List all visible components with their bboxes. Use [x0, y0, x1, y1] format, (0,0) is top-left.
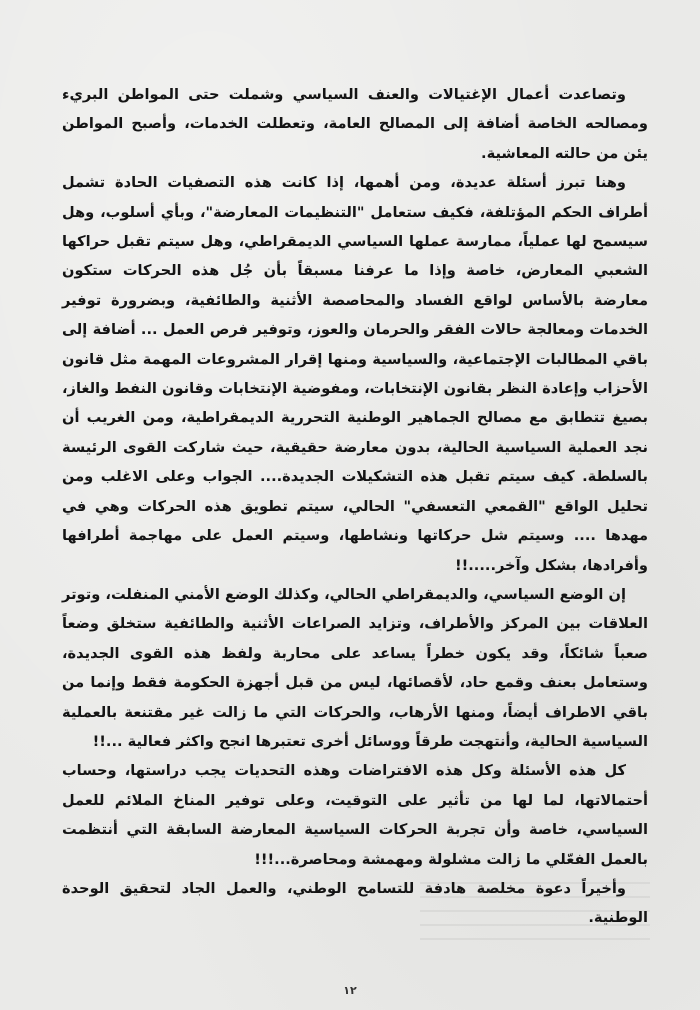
paragraph-5: وأخيراً دعوة مخلصة هادفة للتسامح الوطني، والعمل الجاد لتحقيق الوحدة الوطنية. — [62, 879, 648, 927]
page-number: ١٢ — [343, 984, 357, 997]
paragraph-4: كل هذه الأسئلة وكل هذه الافتراضات وهذه التحديات يجب دراستها، وحساب أحتمالاتها، لما لها من تأثير على التوقيت، وعلى توفير المناخ الملائم للعمل السياسي، خاصة وأن تجربة الحركات السياسية المعارضة السابقة التي أنتظمت بالعمل الفعّلي ما زالت مشلولة ومهمشة ومحاصرة...!!! — [62, 762, 648, 868]
paragraph-1: وتصاعدت أعمال الإغتيالات والعنف السياسي وشملت حتى المواطن البريء ومصالحه الخاصة أضافة إلى المصالح العامة، وتعطلت الخدمات، وأصبح المواطن يئن من حالته المعاشية. — [62, 86, 648, 162]
paragraph-3: إن الوضع السياسي، والديمقراطي الحالي، وكذلك الوضع الأمني المنفلت، وتوتر العلاقات بين المركز والأطراف، وتزايد الصراعات الأثنية والطائفية ستخلق وضعاً صعباً شائكاً، وقد يكون خطراً يساعد على محاربة ولفظ هذه القوى الجديدة، وستعامل بعنف وقمع حاد، لأقصائها، ليس من قبل أجهزة الحكومة فقط وإنما من باقي الاطراف أيضاً، ومنها الأرهاب، والحركات التي ما زالت غير مقتنعة بالعملية السياسية الحالية، وأنتهجت طرقاً ووسائل أخرى تعتبرها انجح واكثر فعالية ...!! — [62, 585, 648, 750]
body-text — [62, 80, 648, 933]
paragraph-2: وهنا تبرز أسئلة عديدة، ومن أهمها، إذا كانت هذه التصفيات الحادة تشمل أطراف الحكم المؤتلفة، فكيف ستعامل "التنظيمات المعارضة"، وبأي أسلوب، وهل سيسمح لها عملياً، ممارسة عملها السياسي الديمقراطي، وهل سيتم تقبل حراكها الشعبي المعارض، خاصة وإذا ما عرفنا مسبقاً بأن جُل هذه الحركات ستكون معارضة بالأساس لواقع الفساد والمحاصصة الأثنية والطائفية، وبضرورة توفير الخدمات ومعالجة حالات الفقر والحرمان والعوز، وتوفير فرص العمل ... أضافة إلى باقي المطالبات الإجتماعية، والسياسية ومنها إقرار المشروعات المهمة مثل قانون الأحزاب وإعادة النظر بقانون الإنتخابات، ومفوضية الإنتخابات وقانون النفط والغاز، بصيغ تتطابق مع مصالح الجماهير الوطنية التحررية الديمقراطية، ومن الغريب أن نجد العملية السياسية الحالية، بدون معارضة حقيقية، حيث شاركت القوى الرئيسة بالسلطة. كيف سيتم تقبل هذه التشكيلات الجديدة.... الجواب وعلى الاغلب ومن تحليل الواقع "القمعي التعسفي" الحالي، سيتم تطويق هذه الحركات وهي في مهدها .... وسيتم شل حركاتها ونشاطها، وسيتم العمل على مهاجمة أطرافها وأفرادها، بشكل وآخر.....!! — [62, 174, 648, 574]
